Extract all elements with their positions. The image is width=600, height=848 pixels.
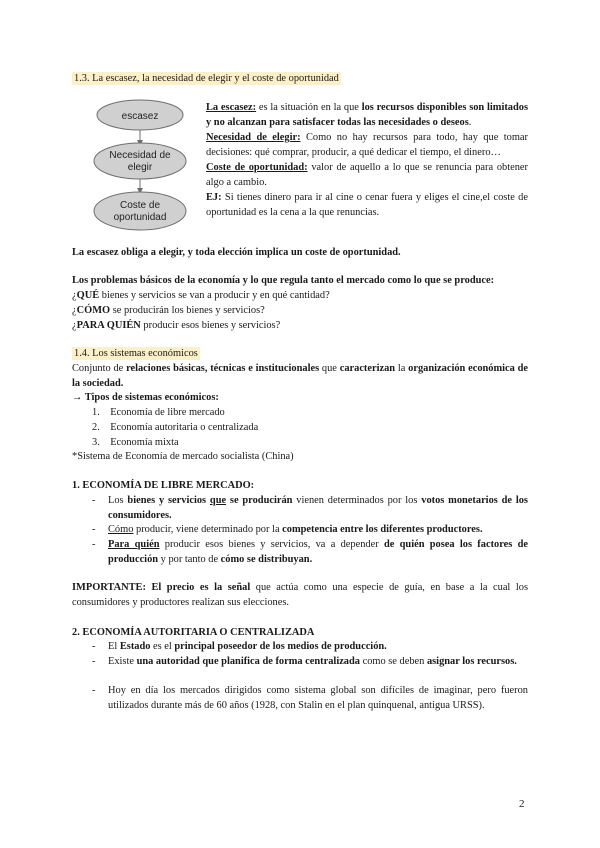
heading-autoritaria: 2. ECONOMÍA AUTORITARIA O CENTRALIZADA	[72, 627, 315, 638]
bullet-dash: -	[92, 641, 96, 652]
type-item-1: 1. Economía de libre mercado	[92, 407, 225, 418]
autoritaria-bullet-3: Hoy en día los mercados dirigidos como sistema global son difíciles de imaginar, pero fueron utilizados durante más de 60 años (1928, con Stalin en el plan quinquenal, antigua URSS).	[108, 685, 528, 711]
libre-bullet-3: Para quién producir esos bienes y servicios, va a depender de quién posea los factores de producción y por tanto de cómo se distribuyan.	[108, 539, 528, 565]
definitions-block	[206, 100, 528, 220]
autoritaria-bullet-2: Existe una autoridad que planifica de forma centralizada como se deben asignar los recursos.	[108, 656, 517, 667]
question-como: ¿CÓMO se producirán los bienes y servicios?	[72, 305, 265, 316]
section-title-1-4: 1.4. Los sistemas económicos	[74, 348, 198, 359]
diagram-label-coste-2: oportunidad	[113, 212, 167, 223]
bullet-dash: -	[92, 685, 96, 696]
flow-diagram	[80, 98, 200, 234]
section-title-1-3: 1.3. La escasez, la necesidad de elegir y el coste de oportunidad	[74, 73, 339, 84]
diagram-node-necesidad	[94, 143, 186, 179]
page-number: 2	[519, 798, 525, 810]
bullet-dash: -	[92, 539, 96, 550]
diagram-label-coste-1: Coste de	[119, 200, 161, 211]
diagram-label-necesidad-1: Necesidad de	[109, 150, 171, 161]
def-escasez: La escasez: es la situación en la que los recursos disponibles son limitados y no alcanzan para satisfacer todas las necesidades o deseos.	[206, 102, 528, 128]
question-para-quien: ¿PARA QUIÉN producir esos bienes y servicios?	[72, 320, 281, 331]
importante-note: IMPORTANTE: El precio es la señal que actúa como una especie de guía, en base a la cual los consumidores y productores realizan sus elecciones.	[72, 582, 528, 608]
autoritaria-bullet-1: El Estado es el principal poseedor de los medios de producción.	[108, 641, 387, 652]
bullet-dash: -	[92, 656, 96, 667]
bullet-dash: -	[92, 495, 96, 506]
diagram-label-necesidad-2: elegir	[127, 162, 153, 173]
libre-bullet-1: Los bienes y servicios que se producirán vienen determinados por los votos monetarios de los consumidores.	[108, 495, 528, 521]
types-title: → Tipos de sistemas económicos:	[72, 392, 219, 403]
problems-title: Los problemas básicos de la economía y lo que regula tanto el mercado como lo que se produce:	[72, 275, 495, 286]
bullet-dash: -	[92, 524, 96, 535]
def-coste: Coste de oportunidad: valor de aquello a lo que se renuncia para obtener algo a cambio.	[206, 162, 528, 188]
question-que: ¿QUÉ bienes y servicios se van a producir y en qué cantidad?	[72, 290, 330, 301]
heading-libre-mercado: 1. ECONOMÍA DE LIBRE MERCADO:	[72, 480, 255, 491]
diagram-label-escasez: escasez	[121, 111, 159, 122]
systems-intro: Conjunto de relaciones básicas, técnicas e institucionales que caracterizan la organización económica de la sociedad.	[72, 363, 529, 389]
type-item-3: 3. Economía mixta	[92, 437, 179, 448]
diagram-node-coste	[94, 192, 186, 230]
summary-text: La escasez obliga a elegir, y toda elección implica un coste de oportunidad.	[72, 247, 401, 258]
def-ejemplo: EJ: Si tienes dinero para ir al cine o cenar fuera y eliges el cine,el coste de oportunidad es la cena a la que renuncias.	[206, 192, 528, 218]
libre-bullet-2: Cómo producir, viene determinado por la competencia entre los diferentes productores.	[108, 524, 483, 535]
types-note: *Sistema de Economía de mercado socialista (China)	[72, 451, 294, 462]
diagram-node-escasez	[97, 100, 183, 130]
def-necesidad: Necesidad de elegir: Como no hay recursos para todo, hay que tomar decisiones: qué comprar, producir, a qué dedicar el tiempo, el dinero…	[206, 132, 529, 158]
type-item-2: 2. Economía autoritaria o centralizada	[92, 422, 259, 433]
